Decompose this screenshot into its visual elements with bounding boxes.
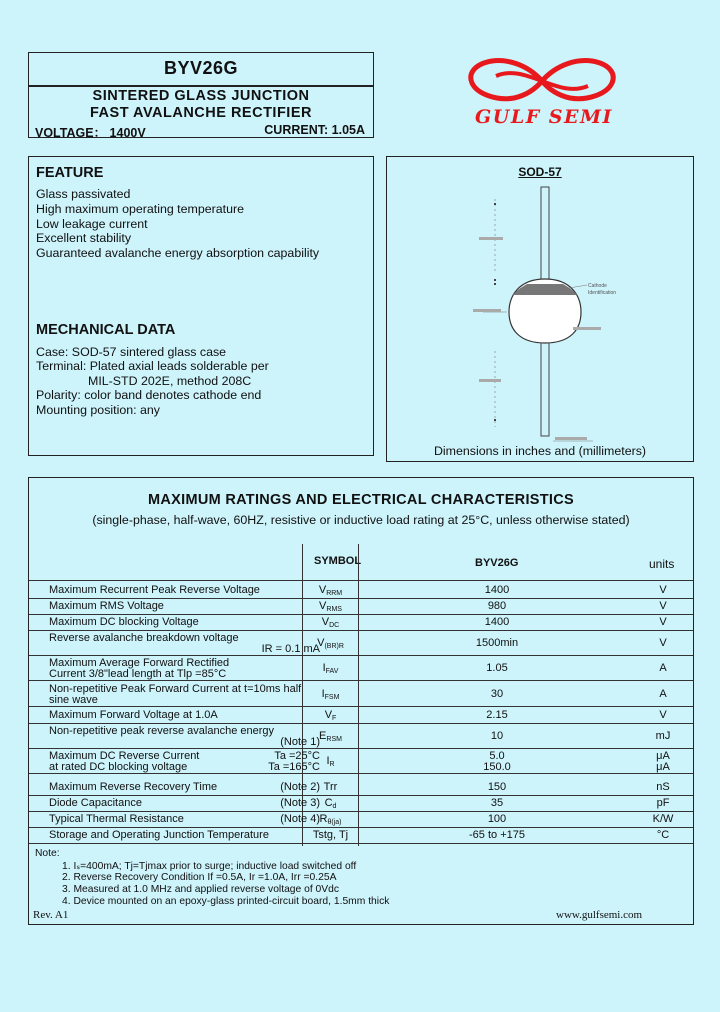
table-rule [29, 614, 693, 615]
row-parameter: Maximum RMS Voltage [49, 600, 164, 612]
row-value: -65 to +175 [469, 829, 525, 841]
row-parameter: Maximum Reverse Recovery Time [49, 781, 218, 793]
mechanical-line: Polarity: color band denotes cathode end [36, 388, 262, 402]
table-rule [29, 723, 693, 724]
row-unit: A [659, 687, 667, 700]
row-parameter: at rated DC blocking voltage [49, 761, 188, 773]
part-number: BYV26G [163, 58, 239, 78]
table-rule [29, 655, 693, 656]
company-logo [452, 56, 632, 134]
row-unit: V [659, 584, 667, 596]
row-value: 980 [487, 600, 507, 612]
table-rule [29, 630, 693, 631]
symbol-base: C [324, 797, 333, 809]
symbol-subscript: R [329, 760, 335, 768]
row-unit: nS [656, 781, 670, 793]
symbol-base: R [319, 813, 328, 825]
note-line: 4. Device mounted on an epoxy-glass printed-circuit board, 1.5mm thick [62, 896, 390, 907]
description-box [28, 86, 374, 138]
table-rule [29, 843, 693, 844]
row-unit: V [659, 636, 667, 649]
table-rule [29, 795, 693, 796]
symbol-base: Tstg, Tj [312, 829, 349, 841]
row-value: 2.15 [486, 709, 508, 721]
symbol-base: V [321, 616, 330, 628]
table-rule [29, 680, 693, 681]
symbol-subscript: FAV [325, 667, 339, 675]
row-parameter: Current 3/8"lead length at Tlp =85°C [49, 668, 227, 680]
row-parameter: Typical Thermal Resistance [49, 813, 184, 825]
feature-item: Low leakage current [36, 217, 148, 231]
note-line: 2. Reverse Recovery Condition If =0.5A, Ir =1.0A, Irr =0.25A [62, 872, 337, 883]
symbol-base: I [321, 687, 325, 700]
row-parameter: sine wave [49, 694, 98, 706]
row-unit: mJ [655, 729, 671, 742]
row-symbol [303, 688, 358, 704]
feature-item: Glass passivated [36, 187, 131, 201]
row-parameter: Non-repetitive peak reverse avalanche energy [49, 725, 275, 737]
row-parameter: Maximum Forward Voltage at 1.0A [49, 709, 218, 721]
row-parameter: Reverse avalanche breakdown voltage [49, 632, 239, 644]
row-unit: pF [656, 797, 670, 809]
package-drawing-section [386, 156, 694, 462]
feature-item: Excellent stability [36, 231, 132, 245]
col-header-symbol: SYMBOL [314, 555, 362, 567]
symbol-base: V [324, 709, 333, 721]
mechanical-line: Mounting position: any [36, 403, 160, 417]
note-heading: Note: [35, 848, 60, 859]
mechanical-line: Case: SOD-57 sintered glass case [36, 345, 227, 359]
row-value: 35 [490, 797, 504, 809]
row-symbol [303, 637, 358, 653]
symbol-base: V [319, 600, 327, 612]
ratings-subtitle: (single-phase, half-wave, 60HZ, resistive or inductive load rating at 25°C, unless otherwise stated) [92, 513, 630, 527]
row-condition: IR = 0.1 mA [261, 643, 320, 655]
symbol-subscript: F [332, 715, 337, 722]
symbol-subscript: (BR)R [324, 642, 344, 650]
row-value: 1400 [484, 584, 510, 596]
row-symbol [303, 662, 358, 678]
symbol-base: I [322, 661, 326, 674]
row-unit: μA [656, 750, 670, 762]
row-parameter: Maximum DC Reverse Current [49, 750, 200, 762]
current-rating: CURRENT: 1.05A [264, 123, 365, 137]
symbol-subscript: RRM [326, 590, 343, 597]
note-line: 3. Measured at 1.0 MHz and applied reverse voltage of 0Vdc [62, 884, 340, 895]
symbol-subscript: DC [329, 622, 340, 629]
logo-mark-icon [452, 56, 632, 106]
table-rule [29, 827, 693, 828]
row-symbol [303, 730, 358, 746]
table-rule [29, 580, 693, 581]
symbol-subscript: RMS [326, 606, 342, 613]
row-condition: (Note 4) [280, 813, 320, 825]
mechanical-heading: MECHANICAL DATA [36, 322, 176, 338]
row-unit: K/W [652, 813, 674, 825]
symbol-subscript: RSM [326, 735, 342, 743]
description-line-2: FAST AVALANCHE RECTIFIER [90, 105, 312, 121]
symbol-subscript: θ(ja) [327, 819, 342, 826]
row-condition: (Note 1) [280, 736, 320, 748]
row-unit: °C [656, 829, 670, 841]
note-line: 1. Iₛ=400mA; Tj=Tjmax prior to surge; inductive load switched off [62, 861, 357, 872]
row-value: 1400 [484, 616, 510, 628]
row-value: 5.0 [489, 750, 505, 762]
row-value: 30 [490, 687, 504, 700]
symbol-base: Trr [323, 781, 338, 793]
description-line-1: SINTERED GLASS JUNCTION [92, 88, 310, 104]
row-value: 1.05 [486, 661, 508, 674]
table-rule [29, 773, 693, 774]
mechanical-line: MIL-STD 202E, method 208C [88, 374, 252, 388]
package-title: SOD-57 [518, 165, 562, 179]
symbol-base: V [318, 584, 327, 596]
col-header-units: units [649, 557, 675, 571]
symbol-base: E [319, 729, 327, 742]
col-header-part: BYV26G [475, 557, 519, 569]
feature-item: Guaranteed avalanche energy absorption capability [36, 246, 320, 260]
row-parameter: Maximum Recurrent Peak Reverse Voltage [49, 584, 260, 596]
mechanical-line: Terminal: Plated axial leads solderable per [36, 359, 269, 373]
revision-label: Rev. A1 [33, 909, 69, 921]
row-condition: (Note 3) [280, 797, 320, 809]
row-parameter: Maximum DC blocking Voltage [49, 616, 199, 628]
ratings-section [28, 477, 694, 925]
feature-section [28, 156, 374, 456]
feature-item: High maximum operating temperature [36, 202, 244, 216]
logo-wordmark: GULF SEMI [475, 106, 613, 128]
cathode-label: Cathode [588, 283, 607, 289]
voltage-rating: VOLTAGE： 1400V [35, 126, 146, 140]
row-value: 150 [487, 781, 507, 793]
feature-heading: FEATURE [36, 165, 104, 181]
table-rule [29, 811, 693, 812]
row-parameter: Maximum Average Forward Rectified [49, 657, 230, 669]
symbol-subscript: FSM [324, 693, 340, 701]
symbol-base: I [326, 754, 330, 767]
row-condition: Ta =25°C [274, 750, 320, 762]
symbol-base: V [317, 636, 325, 649]
row-value: 150.0 [483, 761, 511, 773]
row-parameter: Non-repetitive Peak Forward Current at t=10ms half [49, 683, 302, 695]
row-value: 10 [490, 729, 504, 742]
table-rule [29, 706, 693, 707]
website-link[interactable]: www.gulfsemi.com [556, 909, 643, 921]
row-unit: V [659, 709, 667, 721]
row-condition: Ta =165°C [268, 761, 320, 773]
row-unit: μA [656, 761, 670, 773]
row-condition: (Note 2) [280, 781, 320, 793]
row-unit: V [659, 600, 667, 612]
ratings-title: MAXIMUM RATINGS AND ELECTRICAL CHARACTERISTICS [148, 492, 574, 508]
row-unit: A [659, 661, 667, 674]
table-rule [29, 748, 693, 749]
row-unit: V [659, 616, 667, 628]
table-rule [29, 598, 693, 599]
row-symbol [303, 755, 358, 771]
symbol-subscript: d [332, 803, 337, 810]
cathode-label: Identification [588, 290, 617, 296]
row-value: 100 [487, 813, 507, 825]
part-number-box [28, 52, 374, 86]
package-caption: Dimensions in inches and (millimeters) [433, 444, 647, 458]
diode-outline-drawing [387, 157, 693, 461]
row-parameter: Storage and Operating Junction Temperature [49, 829, 269, 841]
row-value: 1500min [475, 636, 519, 649]
row-parameter: Diode Capacitance [49, 797, 142, 809]
